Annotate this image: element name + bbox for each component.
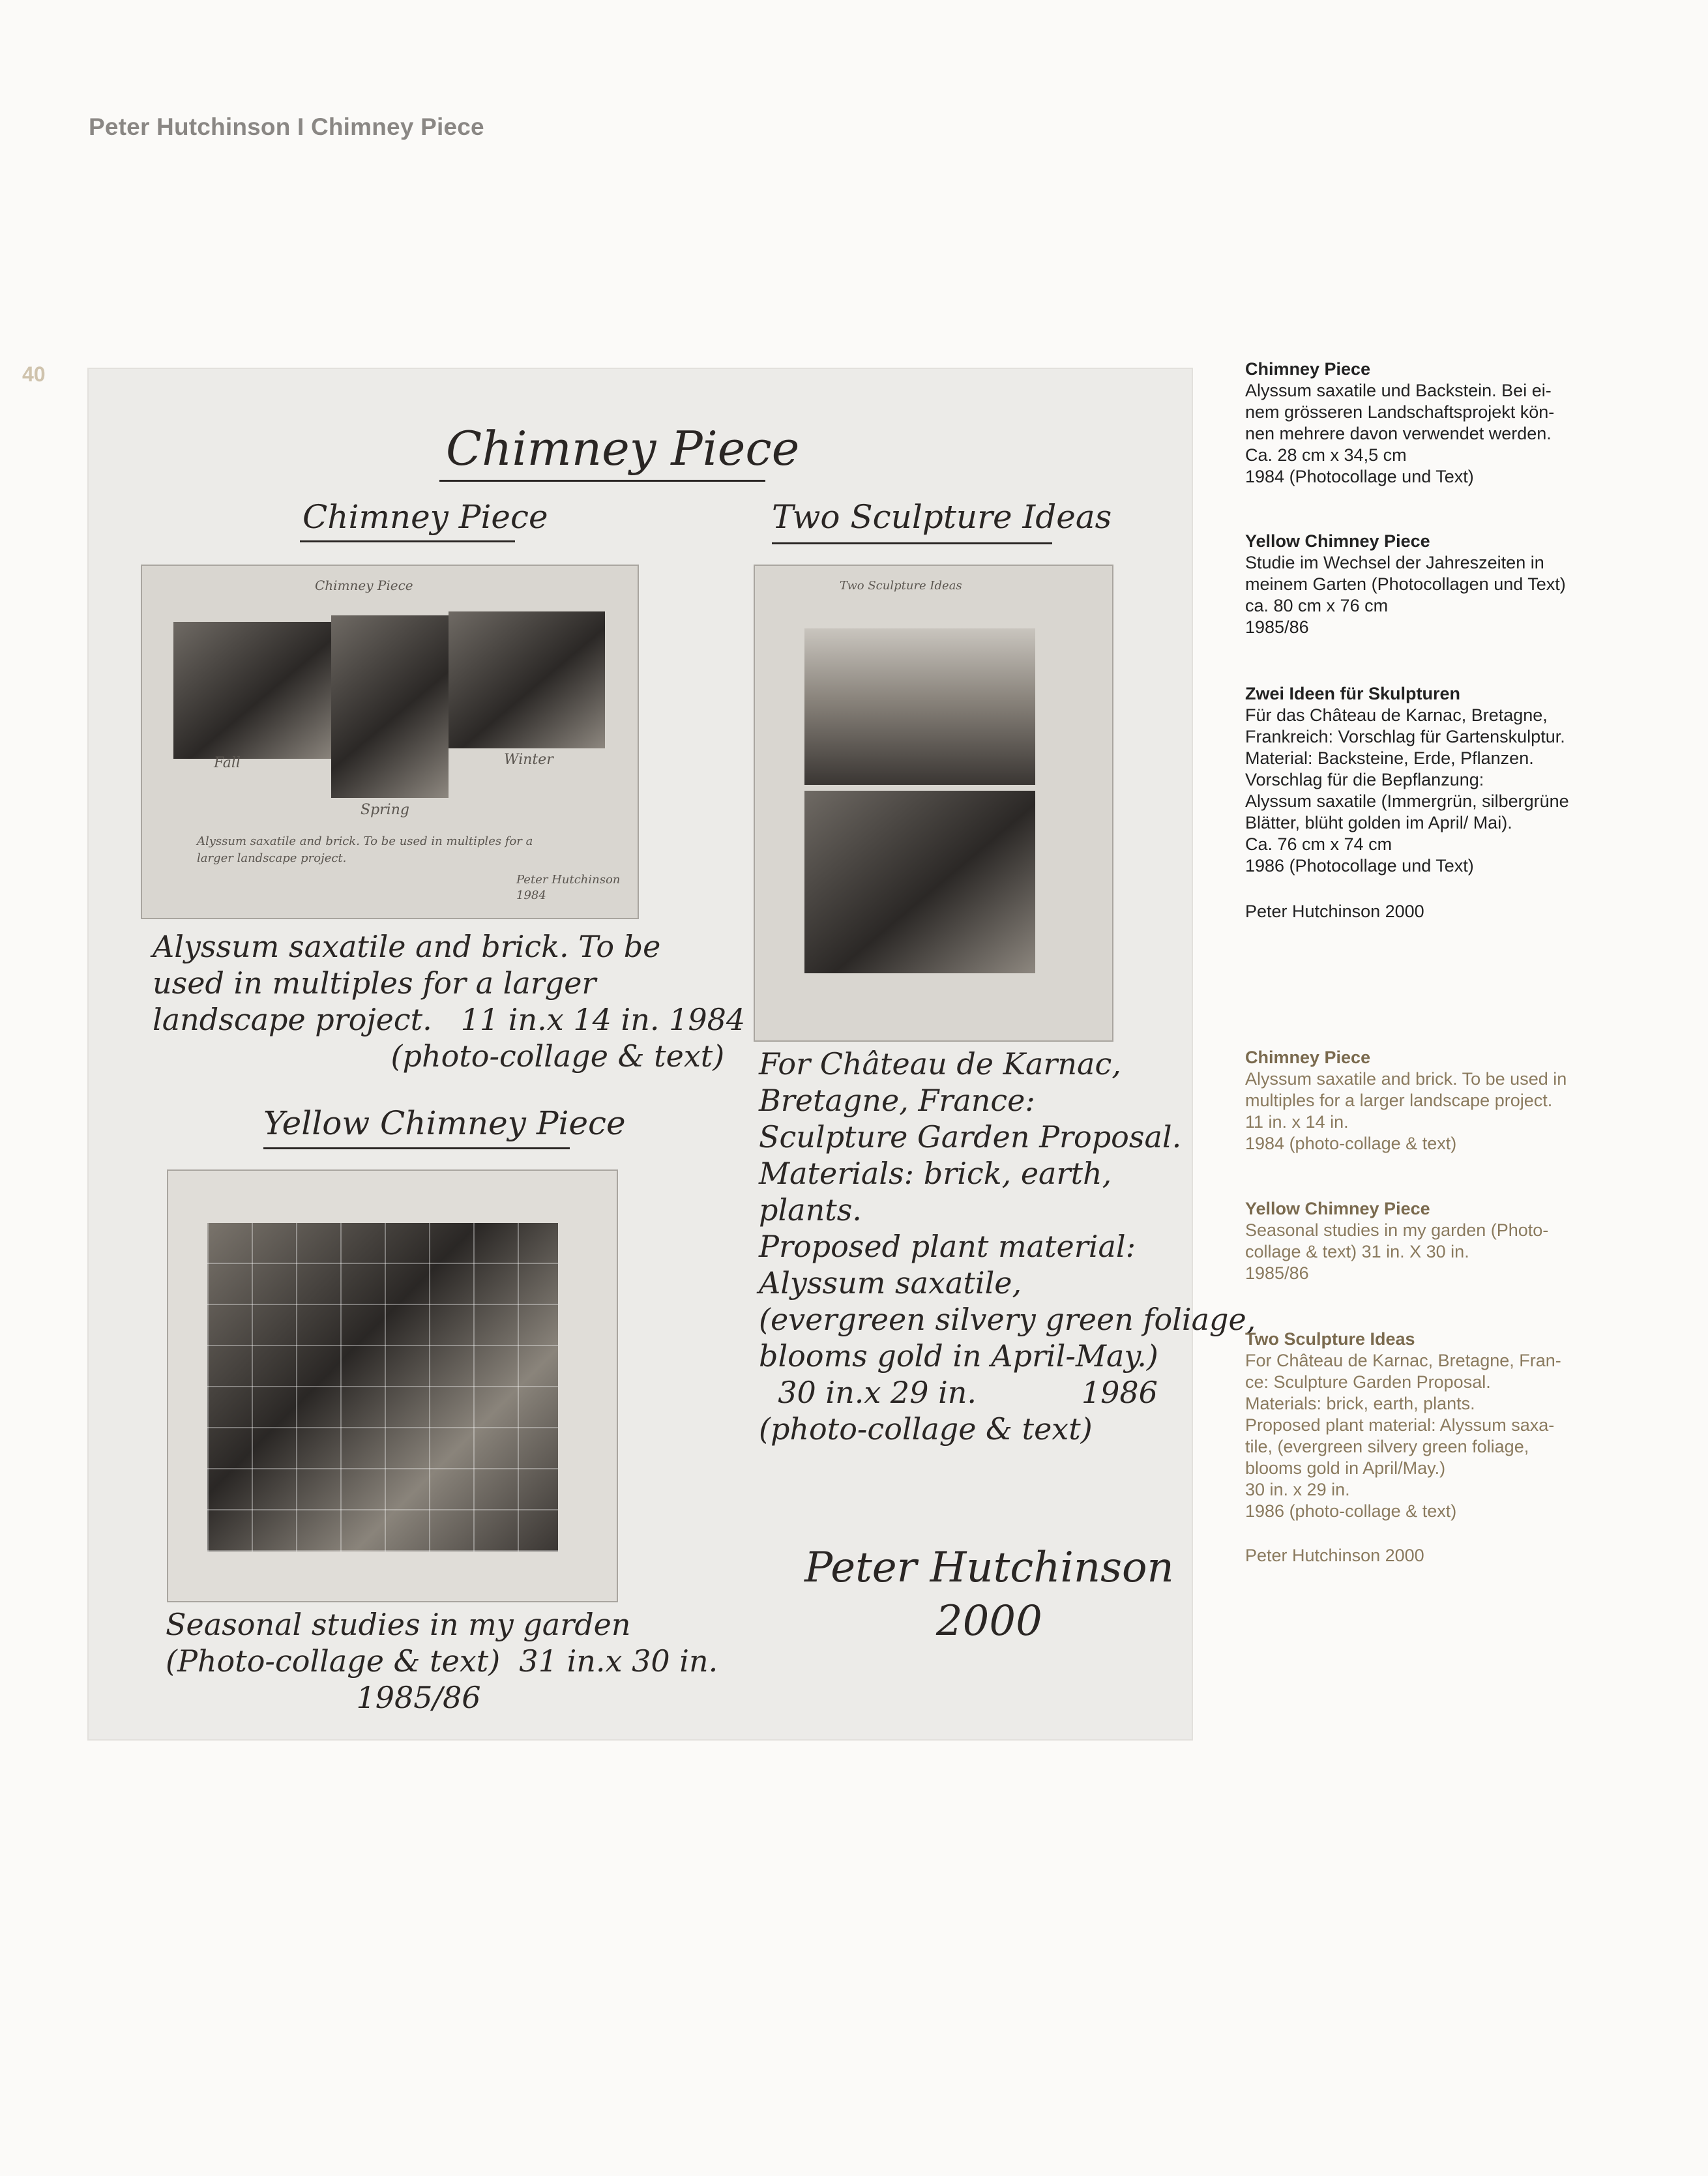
label-fall: Fall: [214, 755, 241, 771]
chimney-photo-caption: Alyssum saxatile and brick. To be used in multiples for a larger landscape project.: [197, 834, 533, 865]
label-spring: Spring: [361, 802, 409, 818]
caption-body: Alyssum saxatile und Backstein. Bei ei- nem grösseren Landschaftsprojekt kön- nen mehrere davon verwendet werden. Ca. 28 cm x 34,5 cm 1984 (Photocollage und Text): [1245, 381, 1555, 486]
yellow-subtitle: Yellow Chimney Piece: [263, 1104, 626, 1142]
chimney-note: Alyssum saxatile and brick. To be used in multiples for a larger landscape project. 11 in.x 14 in. 1984 (photo-collage & text): [153, 929, 746, 1074]
signature: Peter Hutchinson 2000: [804, 1544, 1174, 1645]
chimney-subtitle: Chimney Piece: [302, 498, 548, 536]
caption-de-zwei-ideen: [1245, 683, 1591, 877]
spring-image: [331, 615, 449, 798]
main-title-underline: [439, 480, 765, 482]
fall-image: [173, 622, 336, 759]
caption-en-chimney-piece: [1245, 1047, 1591, 1154]
caption-de-yellow-chimney-piece: [1245, 531, 1591, 638]
credit-en: Peter Hutchinson 2000: [1245, 1546, 1424, 1565]
yellow-note: Seasonal studies in my garden (Photo-collage & text) 31 in.x 30 in. 1985/86: [166, 1607, 718, 1715]
winter-image: [449, 611, 605, 748]
caption-title: Yellow Chimney Piece: [1245, 1199, 1430, 1218]
chimney-photo: [141, 565, 639, 919]
yellow-photo: [167, 1169, 618, 1602]
sculpture-photo-title: Two Sculpture Ideas: [840, 579, 962, 593]
caption-title: Chimney Piece: [1245, 359, 1371, 379]
caption-body: For Château de Karnac, Bretagne, Fran- ce: Sculpture Garden Proposal. Materials: brick, earth, plants. Proposed plant material: Alyssum saxa- tile, (evergreen silvery green foliage, blooms gold in April/May.) 30 in. x 29 in. 1986 (photo-collage & text): [1245, 1351, 1561, 1521]
caption-title: Two Sculpture Ideas: [1245, 1329, 1415, 1349]
chimney-photo-signature: Peter Hutchinson 1984: [516, 873, 621, 902]
caption-title: Yellow Chimney Piece: [1245, 531, 1430, 551]
yellow-collage-grid: [207, 1223, 558, 1551]
chateau-image: [804, 628, 1035, 785]
sculpture-subtitle: Two Sculpture Ideas: [772, 498, 1112, 536]
caption-de-chimney-piece: [1245, 359, 1591, 488]
artwork-photo: [87, 368, 1256, 1741]
caption-body: Studie im Wechsel der Jahreszeiten in meinem Garten (Photocollagen und Text) ca. 80 cm x 76 cm 1985/86: [1245, 553, 1566, 637]
chimney-photo-title: Chimney Piece: [315, 578, 413, 593]
caption-title: Chimney Piece: [1245, 1048, 1371, 1067]
artwork-main-title: Chimney Piece: [446, 421, 800, 476]
caption-body: Alyssum saxatile and brick. To be used in multiples for a larger landscape project. 11 in. x 14 in. 1984 (photo-collage & text): [1245, 1069, 1567, 1153]
caption-body: Für das Château de Karnac, Bretagne, Frankreich: Vorschlag für Gartenskulptur. Material: Backsteine, Erde, Pflanzen. Vorschlag für die Bepflanzung: Alyssum saxatile (Immergrün, silbergrüne Blätter, blüht golden im April/ Mai). Ca. 76 cm x 74 cm 1986 (Photocollage und Text): [1245, 705, 1569, 875]
label-winter: Winter: [504, 752, 553, 768]
sculpture-note: For Château de Karnac, Bretagne, France: Sculpture Garden Proposal. Materials: brick, earth, plants. Proposed plant material: Alyssum saxatile, (evergreen silvery green foliage, blooms gold in April-May.) 30 in.x 29 in. 1986 (photo-collage & text): [759, 1046, 1256, 1447]
sculpture-subtitle-underline: [772, 542, 1052, 544]
yellow-subtitle-underline: [263, 1147, 570, 1149]
caption-en-yellow-chimney-piece: [1245, 1198, 1591, 1284]
page-number: 40: [22, 362, 46, 386]
caption-body: Seasonal studies in my garden (Photo- collage & text) 31 in. X 30 in. 1985/86: [1245, 1220, 1549, 1283]
chimney-subtitle-underline: [300, 540, 515, 542]
caption-title: Zwei Ideen für Skulpturen: [1245, 684, 1461, 703]
credit-de: Peter Hutchinson 2000: [1245, 902, 1424, 921]
page-header: Peter Hutchinson I Chimney Piece: [89, 113, 484, 140]
sculpture-garden-image: [804, 791, 1035, 973]
sculpture-photo: [754, 565, 1113, 1042]
caption-en-two-sculpture-ideas: [1245, 1329, 1591, 1522]
